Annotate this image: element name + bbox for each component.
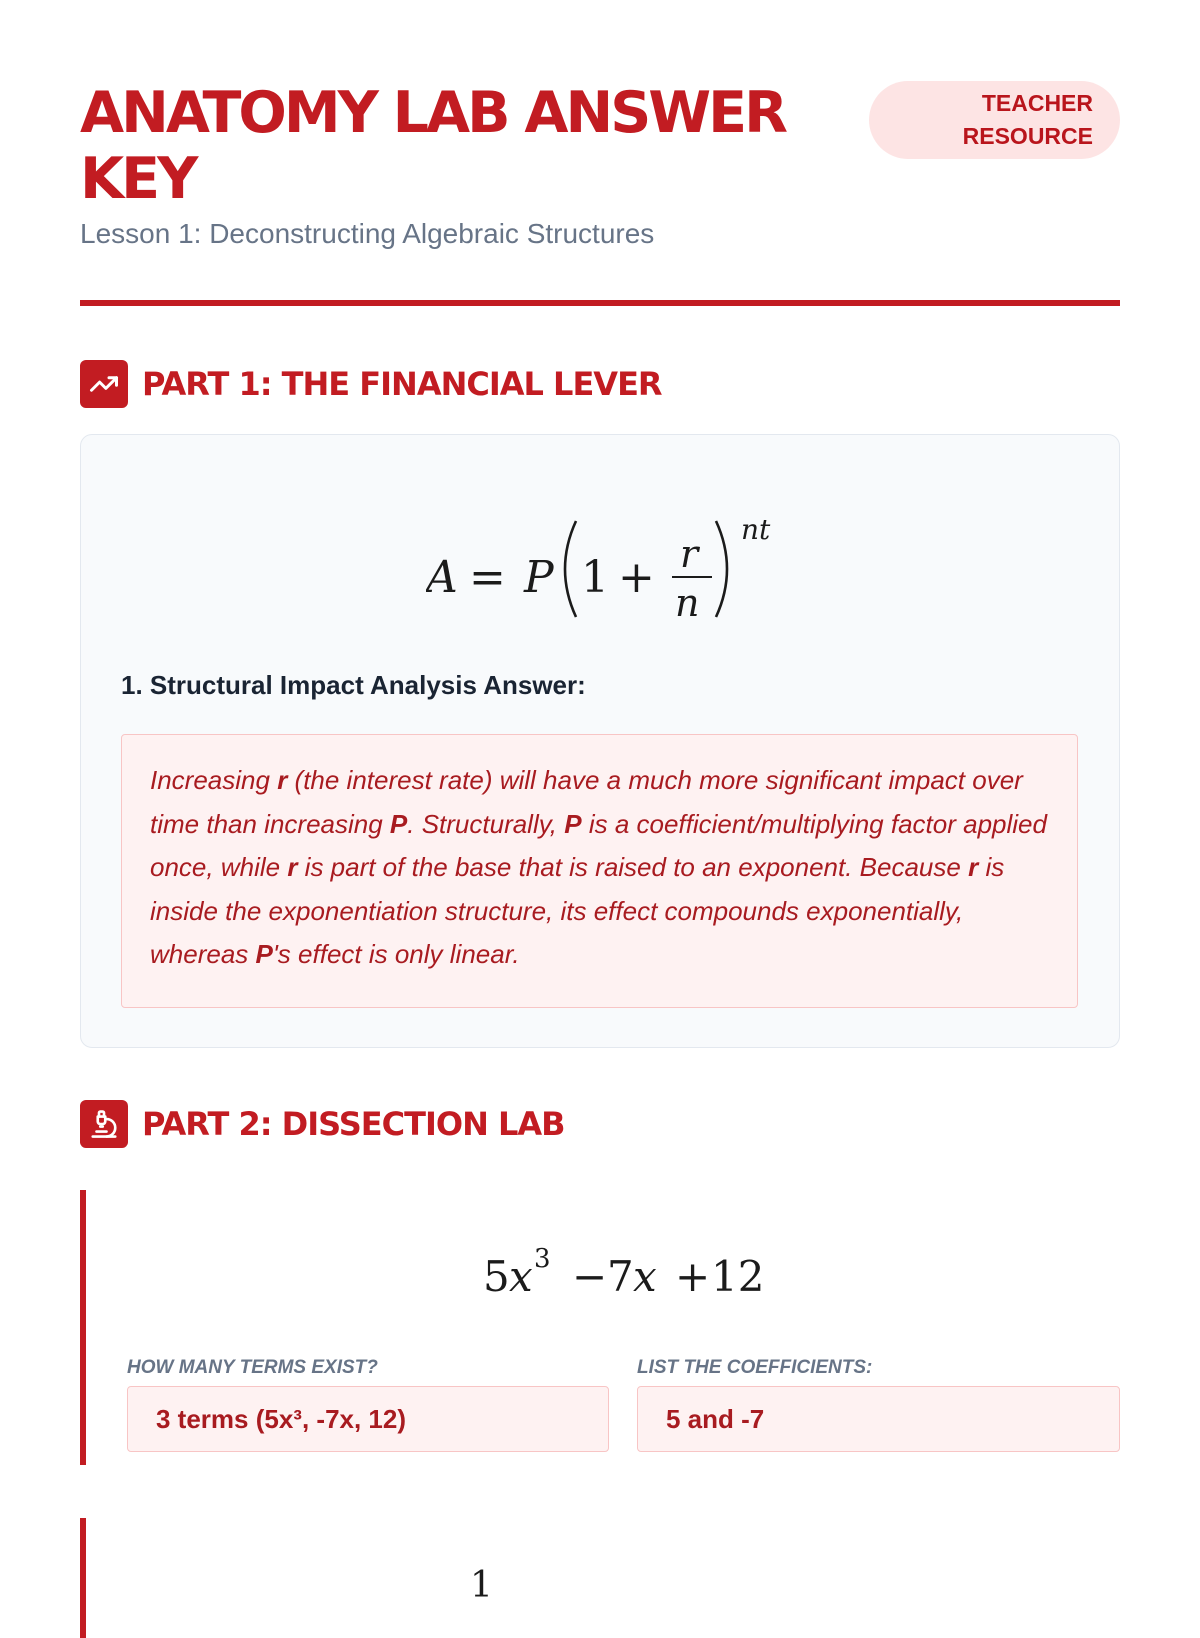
poly-term1-coef: 5 bbox=[483, 1252, 510, 1301]
badge-line-1: TEACHER bbox=[981, 90, 1093, 116]
formula-left-paren bbox=[565, 521, 576, 617]
poly-plus: + bbox=[675, 1252, 711, 1301]
teacher-resource-badge bbox=[869, 81, 1120, 159]
formula-rate: r bbox=[680, 532, 699, 576]
poly-minus: − bbox=[572, 1252, 608, 1301]
formula-exponent: nt bbox=[741, 515, 771, 546]
formula-one: 1 bbox=[581, 552, 609, 603]
part1-title: PART 1: THE FINANCIAL LEVER bbox=[142, 365, 662, 403]
poly-term2-coef: 7 bbox=[607, 1252, 634, 1301]
coefficients-answer-box: 5 and -7 bbox=[637, 1386, 1120, 1452]
lesson-subtitle: Lesson 1: Deconstructing Algebraic Structures bbox=[80, 218, 655, 249]
trending-up-icon bbox=[80, 360, 128, 408]
formula-lhs: A bbox=[426, 552, 458, 603]
part1-heading bbox=[80, 360, 662, 408]
terms-question-label: HOW MANY TERMS EXIST? bbox=[127, 1357, 378, 1378]
polynomial-formula bbox=[483, 1243, 783, 1303]
formula-equals: = bbox=[469, 552, 506, 603]
compound-interest-formula bbox=[426, 515, 796, 625]
question-1-label: 1. Structural Impact Analysis Answer: bbox=[121, 670, 586, 700]
next-formula-numerator: 1 bbox=[470, 1565, 493, 1606]
coefficients-question-label: LIST THE COEFFICIENTS: bbox=[637, 1357, 873, 1378]
formula-right-paren bbox=[716, 521, 727, 617]
terms-answer-box: 3 terms (5x³, -7x, 12) bbox=[127, 1386, 609, 1452]
part2-title: PART 2: DISSECTION LAB bbox=[142, 1105, 565, 1143]
microscope-icon bbox=[80, 1100, 128, 1148]
formula-principal: P bbox=[524, 552, 554, 603]
part2-heading bbox=[80, 1100, 565, 1148]
poly-term2-var: x bbox=[633, 1252, 657, 1301]
formula-periods: n bbox=[675, 581, 700, 625]
badge-line-2: RESOURCE bbox=[962, 123, 1093, 149]
dissection-exercise-1 bbox=[80, 1190, 1120, 1465]
dissection-exercise-2 bbox=[80, 1518, 1120, 1638]
poly-term1-var: x bbox=[509, 1252, 533, 1301]
header-divider bbox=[80, 300, 1120, 306]
page-title: ANATOMY LAB ANSWER KEY bbox=[80, 80, 785, 212]
poly-term1-exp: 3 bbox=[534, 1244, 551, 1274]
poly-term3: 12 bbox=[711, 1252, 765, 1301]
formula-plus: + bbox=[618, 552, 655, 603]
answer-1-box: Increasing r (the interest rate) will have a much more significant impact over time than increasing P. Structurally, P is a coefficient/multiplying factor applied once, while r is part of the base that is raised to an exponent. Because r is inside the exponentiation structure, its effect compounds exponentially, whereas P's effect is only linear. bbox=[121, 734, 1078, 1008]
